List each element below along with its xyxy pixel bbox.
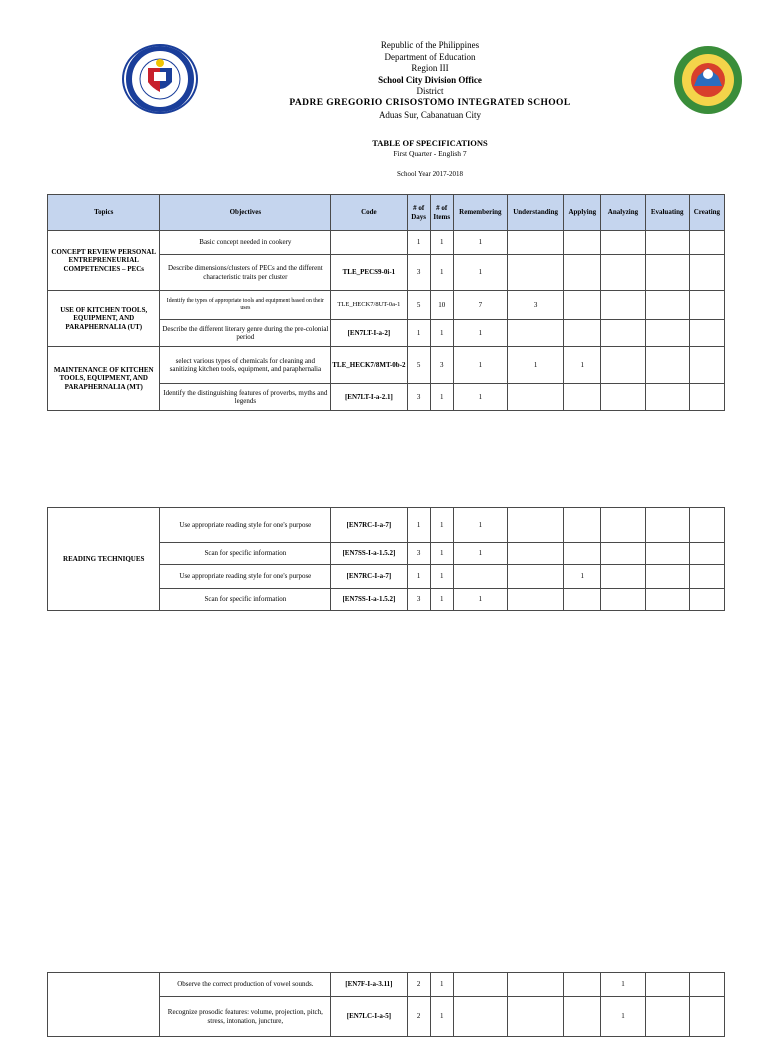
document-title: TABLE OF SPECIFICATIONS [372, 138, 488, 148]
code-cell: TLE_HECK7/8UT-0a-1 [331, 291, 407, 320]
days-cell: 1 [407, 508, 430, 543]
col-evaluating: Evaluating [645, 195, 689, 231]
code-cell: TLE_PECS9-0i-1 [331, 255, 407, 291]
evaluating-cell [645, 973, 689, 997]
division-line: School City Division Office [378, 74, 482, 85]
analyzing-cell: 1 [601, 997, 645, 1037]
analyzing-cell [601, 255, 645, 291]
col-remembering: Remembering [453, 195, 507, 231]
remembering-cell: 7 [453, 291, 507, 320]
remembering-cell: 1 [453, 384, 507, 411]
objective-cell: Use appropriate reading style for one's purpose [160, 508, 331, 543]
objective-cell: Identify the distinguishing features of proverbs, myths and legends [160, 384, 331, 411]
applying-cell [564, 973, 601, 997]
objective-cell: Basic concept needed in cookery [160, 231, 331, 255]
applying-cell [564, 997, 601, 1037]
title-block [220, 138, 640, 179]
items-cell: 1 [430, 255, 453, 291]
creating-cell [689, 543, 724, 565]
department-line: Department of Education [384, 51, 476, 62]
topic-cell: READING TECHNIQUES [48, 508, 160, 611]
table-row [48, 291, 725, 320]
evaluating-cell [645, 565, 689, 589]
days-cell: 5 [407, 347, 430, 384]
items-cell: 1 [430, 589, 453, 611]
objective-cell: Use appropriate reading style for one's purpose [160, 565, 331, 589]
creating-cell [689, 589, 724, 611]
specifications-table-1 [47, 194, 725, 411]
school-year: School Year 2017-2018 [397, 170, 463, 178]
objective-cell: select various types of chemicals for cleaning and sanitizing kitchen tools, equipment, and paraphernalia [160, 347, 331, 384]
applying-cell: 1 [564, 565, 601, 589]
applying-cell [564, 543, 601, 565]
creating-cell [689, 997, 724, 1037]
col-days: # of Days [407, 195, 430, 231]
school-seal-logo [662, 44, 768, 116]
understanding-cell: 1 [507, 347, 563, 384]
objective-cell: Scan for specific information [160, 589, 331, 611]
applying-cell [564, 589, 601, 611]
remembering-cell: 1 [453, 508, 507, 543]
code-cell: [EN7LC-I-a-5] [331, 997, 407, 1037]
col-applying: Applying [564, 195, 601, 231]
topic-cell [48, 973, 160, 1037]
analyzing-cell [601, 384, 645, 411]
creating-cell [689, 231, 724, 255]
topic-cell: CONCEPT REVIEW PERSONAL ENTREPRENEURIAL COMPETENCIES – PECs [48, 231, 160, 291]
remembering-cell: 1 [453, 543, 507, 565]
code-cell: [EN7LT-I-a-2.1] [331, 384, 407, 411]
code-cell: [EN7SS-I-a-1.5.2] [331, 543, 407, 565]
analyzing-cell [601, 347, 645, 384]
items-cell: 1 [430, 565, 453, 589]
objective-cell: Recognize prosodic features: volume, projection, pitch, stress, intonation, juncture, [160, 997, 331, 1037]
specifications-table-3 [47, 972, 725, 1037]
republic-line: Republic of the Philippines [380, 40, 480, 50]
analyzing-cell [601, 589, 645, 611]
creating-cell [689, 347, 724, 384]
evaluating-cell [645, 384, 689, 411]
analyzing-cell: 1 [601, 973, 645, 997]
topic-cell: MAINTENANCE OF KITCHEN TOOLS, EQUIPMENT, AND PARAPHERNALIA (MT) [48, 347, 160, 411]
understanding-cell: 3 [507, 291, 563, 320]
analyzing-cell [601, 565, 645, 589]
col-topics: Topics [48, 195, 160, 231]
items-cell: 1 [430, 384, 453, 411]
items-cell: 1 [430, 508, 453, 543]
col-objectives: Objectives [160, 195, 331, 231]
remembering-cell: 1 [453, 320, 507, 347]
code-cell: [EN7RC-I-a-7] [331, 565, 407, 589]
applying-cell: 1 [564, 347, 601, 384]
objective-cell: Identify the types of appropriate tools and equipment based on their uses [160, 291, 331, 320]
evaluating-cell [645, 320, 689, 347]
district-line: District [416, 86, 444, 97]
analyzing-cell [601, 543, 645, 565]
col-creating: Creating [689, 195, 724, 231]
understanding-cell [507, 589, 563, 611]
remembering-cell [453, 997, 507, 1037]
creating-cell [689, 973, 724, 997]
understanding-cell [507, 973, 563, 997]
creating-cell [689, 320, 724, 347]
understanding-cell [507, 508, 563, 543]
address-line: Aduas Sur, Cabanatuan City [378, 109, 482, 120]
items-cell: 1 [430, 231, 453, 255]
evaluating-cell [645, 997, 689, 1037]
table-row [48, 973, 725, 997]
code-cell: [EN7SS-I-a-1.5.2] [331, 589, 407, 611]
days-cell: 3 [407, 255, 430, 291]
evaluating-cell [645, 231, 689, 255]
evaluating-cell [645, 589, 689, 611]
days-cell: 3 [407, 589, 430, 611]
understanding-cell [507, 231, 563, 255]
evaluating-cell [645, 291, 689, 320]
days-cell: 1 [407, 320, 430, 347]
table-row [48, 231, 725, 255]
evaluating-cell [645, 508, 689, 543]
creating-cell [689, 291, 724, 320]
applying-cell [564, 508, 601, 543]
code-cell: [EN7F-I-a-3.11] [331, 973, 407, 997]
applying-cell [564, 384, 601, 411]
applying-cell [564, 255, 601, 291]
days-cell: 1 [407, 565, 430, 589]
understanding-cell [507, 565, 563, 589]
days-cell: 3 [407, 384, 430, 411]
analyzing-cell [601, 231, 645, 255]
code-cell: TLE_HECK7/8MT-0b-2 [331, 347, 407, 384]
understanding-cell [507, 384, 563, 411]
understanding-cell [507, 255, 563, 291]
remembering-cell [453, 973, 507, 997]
table-row [48, 508, 725, 543]
evaluating-cell [645, 543, 689, 565]
items-cell: 1 [430, 543, 453, 565]
understanding-cell [507, 543, 563, 565]
items-cell: 10 [430, 291, 453, 320]
code-cell: [EN7RC-I-a-7] [331, 508, 407, 543]
topic-cell: USE OF KITCHEN TOOLS, EQUIPMENT, AND PARAPHERNALIA (UT) [48, 291, 160, 347]
col-code: Code [331, 195, 407, 231]
col-analyzing: Analyzing [601, 195, 645, 231]
col-items: # of Items [430, 195, 453, 231]
understanding-cell [507, 997, 563, 1037]
specifications-table-2 [47, 507, 725, 611]
applying-cell [564, 320, 601, 347]
objective-cell: Describe dimensions/clusters of PECs and the different characteristic traits per cluster [160, 255, 331, 291]
days-cell: 3 [407, 543, 430, 565]
days-cell: 5 [407, 291, 430, 320]
items-cell: 1 [430, 320, 453, 347]
evaluating-cell [645, 255, 689, 291]
region-line: Region III [411, 63, 449, 74]
applying-cell [564, 231, 601, 255]
objective-cell: Observe the correct production of vowel sounds. [160, 973, 331, 997]
items-cell: 1 [430, 973, 453, 997]
days-cell: 1 [407, 231, 430, 255]
document-header [220, 40, 640, 121]
applying-cell [564, 291, 601, 320]
code-cell [331, 231, 407, 255]
analyzing-cell [601, 320, 645, 347]
remembering-cell: 1 [453, 255, 507, 291]
analyzing-cell [601, 508, 645, 543]
remembering-cell: 1 [453, 347, 507, 384]
quarter-subtitle: First Quarter - English 7 [393, 149, 467, 158]
table-row [48, 347, 725, 384]
items-cell: 1 [430, 997, 453, 1037]
remembering-cell: 1 [453, 231, 507, 255]
col-understanding: Understanding [507, 195, 563, 231]
evaluating-cell [645, 347, 689, 384]
days-cell: 2 [407, 973, 430, 997]
creating-cell [689, 565, 724, 589]
creating-cell [689, 255, 724, 291]
analyzing-cell [601, 291, 645, 320]
school-name: PADRE GREGORIO CRISOSTOMO INTEGRATED SCHOOL [289, 97, 571, 108]
creating-cell [689, 384, 724, 411]
items-cell: 3 [430, 347, 453, 384]
understanding-cell [507, 320, 563, 347]
deped-seal-logo [122, 44, 198, 114]
days-cell: 2 [407, 997, 430, 1037]
creating-cell [689, 508, 724, 543]
objective-cell: Scan for specific information [160, 543, 331, 565]
remembering-cell [453, 565, 507, 589]
remembering-cell: 1 [453, 589, 507, 611]
objective-cell: Describe the different literary genre during the pre-colonial period [160, 320, 331, 347]
code-cell: [EN7LT-I-a-2] [331, 320, 407, 347]
